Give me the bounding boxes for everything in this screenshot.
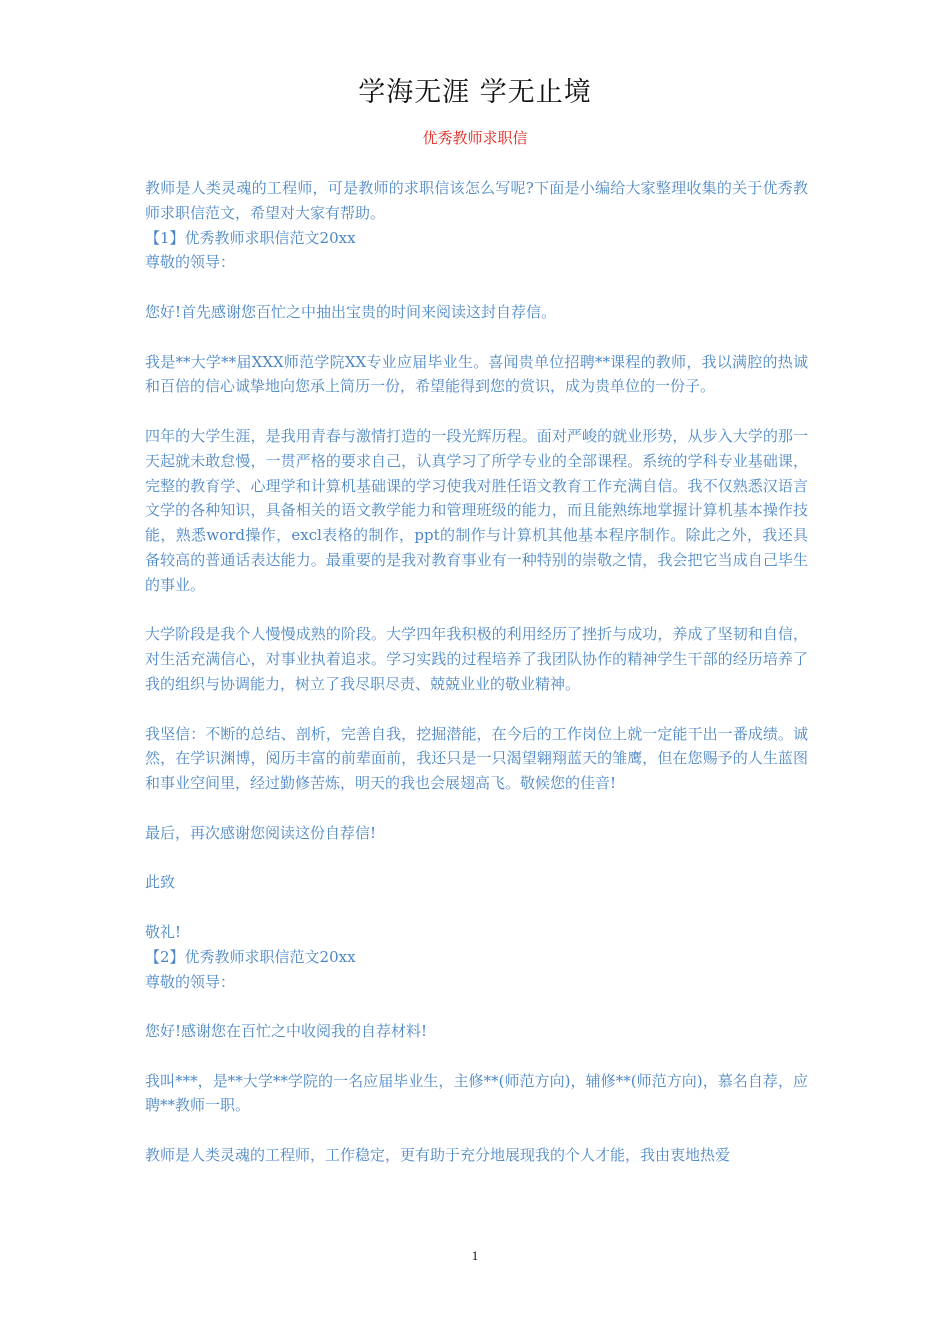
paragraph: 您好!首先感谢您百忙之中抽出宝贵的时间来阅读这封自荐信。 (145, 302, 557, 321)
closing-salute: 敬礼! (145, 922, 182, 941)
paragraph: 四年的大学生涯，是我用青春与激情打造的一段光辉历程。面对严峻的就业形势，从步入大学的那一天起就未敢怠慢，一贯严格的要求自己，认真学习了所学专业的全部课程。系统的学科专业基础课，完整的教育学、心理学和计算机基础课的学习使我对胜任语文教育工作充满自信。我不仅熟悉汉语言文学的各种知识，具备相关的语文教学能力和管理班级的能力，而且能熟练地掌握计算机基本操作技能，熟悉word操作，excl表格的制作，ppt的制作与计算机其他基本程序制作。除此之外，我还具备较高的普通话表达能力。最重要的是我对教育事业有一种特别的崇敬之情，我会把它当成自己毕生的事业。 (145, 426, 808, 594)
paragraph: 我是**大学**届XXX师范学院XX专业应届毕业生。喜闻贵单位招聘**课程的教师，我以满腔的热诚和百倍的信心诚挚地向您承上简历一份，希望能得到您的赏识，成为贵单位的一份子。 (145, 352, 808, 396)
salutation: 尊敬的领导： (145, 972, 236, 991)
section-heading-1: 【1】优秀教师求职信范文20xx (145, 228, 356, 247)
salutation: 尊敬的领导： (145, 253, 236, 272)
paragraph: 您好!感谢您在百忙之中收阅我的自荐材料! (145, 1022, 428, 1041)
closing-phrase: 此致 (145, 873, 176, 892)
page-header-title: 学海无涯 学无止境 (358, 77, 592, 108)
section-heading-2: 【2】优秀教师求职信范文20xx (145, 947, 356, 966)
paragraph: 我坚信：不断的总结、剖析，完善自我，挖掘潜能，在今后的工作岗位上就一定能干出一番成绩。诚然，在学识渊博，阅历丰富的前辈面前，我还只是一只渴望翱翔蓝天的雏鹰，但在您赐予的人生蓝图和事业空间里，经过勤修苦炼，明天的我也会展翅高飞。敬候您的佳音! (145, 724, 808, 793)
paragraph: 最后，再次感谢您阅读这份自荐信! (145, 823, 377, 842)
document-title: 优秀教师求职信 (422, 129, 528, 147)
page-number: 1 (471, 1248, 479, 1263)
paragraph: 我叫***，是**大学**学院的一名应届毕业生，主修**(师范方向)，辅修**(师范方向)，慕名自荐，应聘**教师一职。 (145, 1071, 808, 1115)
paragraph-intro: 教师是人类灵魂的工程师，可是教师的求职信该怎么写呢?下面是小编给大家整理收集的关于优秀教师求职信范文，希望对大家有帮助。 (145, 179, 808, 222)
paragraph: 教师是人类灵魂的工程师，工作稳定，更有助于充分地展现我的个人才能，我由衷地热爱 (145, 1146, 731, 1165)
paragraph: 大学阶段是我个人慢慢成熟的阶段。大学四年我积极的利用经历了挫折与成功，养成了坚韧和自信，对生活充满信心，对事业执着追求。学习实践的过程培养了我团队协作的精神学生干部的经历培养了我的组织与协调能力，树立了我尽职尽责、兢兢业业的敬业精神。 (145, 625, 808, 693)
document-body (145, 176, 808, 1168)
